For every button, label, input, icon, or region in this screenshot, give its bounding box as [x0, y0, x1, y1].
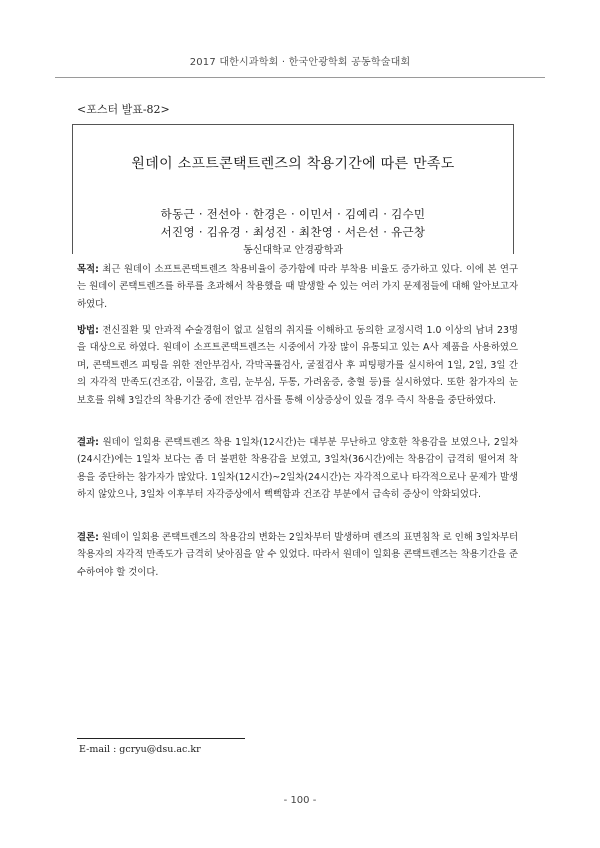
- section-purpose-text: 최근 원데이 소프트콘택트렌즈 착용비율이 증가함에 따라 부착용 비율도 증가하고 있다. 이에 본 연구는 원데이 콘택트렌즈를 하루를 초과해서 착용했을 때 발생할 수 있는 여러 가지 문제점들에 대해 알아보고자 하였다.: [77, 264, 518, 310]
- section-result-label: 결과:: [77, 437, 99, 448]
- header-divider: [55, 77, 545, 78]
- section-result: [77, 434, 518, 504]
- section-method: [77, 322, 518, 409]
- section-result-text: 원데이 일회용 콘택트렌즈 착용 1일차(12시간)는 대부분 무난하고 양호한 착용감을 보였으나, 2일차(24시간)에는 1일차 보다는 좀 더 불편한 착용감을 보였고, 3일차(36시간)에는 착용감이 급격히 떨어져 착용을 중단하는 참가자가 많았다. 1일차(12시간)~2일차(24시간)는 자각적으로나 타각적으로나 문제가 발생하지 않았으나, 3일차 이후부터 자각증상에서 뻑뻑함과 건조감 부분에서 급속히 증상이 악화되었다.: [77, 437, 518, 501]
- section-conclusion-label: 결론:: [77, 532, 99, 543]
- author-email: E-mail : gcryu@dsu.ac.kr: [79, 744, 201, 755]
- poster-label: <포스터 발표-82>: [77, 103, 170, 116]
- section-purpose-label: 목적:: [77, 264, 99, 275]
- section-conclusion: [77, 529, 518, 581]
- page-number: - 100 -: [283, 795, 317, 806]
- affiliation: 동신대학교 안경광학과: [243, 245, 343, 256]
- section-method-label: 방법:: [77, 325, 99, 336]
- section-conclusion-text: 원데이 일회용 콘택트렌즈의 착용감의 변화는 2일차부터 발생하며 렌즈의 표면침착 로 인해 3일차부터 착용자의 자각적 만족도가 급격히 낮아짐을 알 수 있었다. 따라서 원데이 일회용 콘택트렌즈는 착용기간을 준수하여야 할 것이다.: [77, 532, 518, 578]
- section-purpose: [77, 261, 518, 313]
- paper-title: 원데이 소프트콘택트렌즈의 착용기간에 따른 만족도: [131, 156, 455, 172]
- section-method-text: 전신질환 및 안과적 수술경험이 없고 실험의 취지를 이해하고 동의한 교정시력 1.0 이상의 남녀 23명을 대상으로 하였다. 원데이 소프트콘택트렌즈는 시중에서 가장 많이 유통되고 있는 A사 제품을 사용하였으며, 콘택트렌즈 피팅을 위한 전안부검사, 각막곡률검사, 굴절검사 후 피팅평가를 실시하여 1일, 2일, 3일 간의 자각적 만족도(건조감, 이물감, 흐림, 눈부심, 두통, 가려움증, 충혈 등)를 실시하였다. 또한 참가자의 눈 보호를 위해 3일간의 착용기간 중에 전안부 검사를 통해 이상증상이 있을 경우 즉시 착용을 중단하였다.: [77, 325, 518, 406]
- authors-line-1: 하동근 · 전선아 · 한경은 · 이민서 · 김예리 · 김수민: [160, 207, 426, 221]
- running-header: 2017 대한시과학회 · 한국안광학회 공동학술대회: [189, 57, 411, 68]
- authors-line-2: 서진영 · 김유경 · 최성진 · 최찬영 · 서은선 · 유근창: [160, 225, 426, 239]
- footnote-divider: [77, 738, 245, 739]
